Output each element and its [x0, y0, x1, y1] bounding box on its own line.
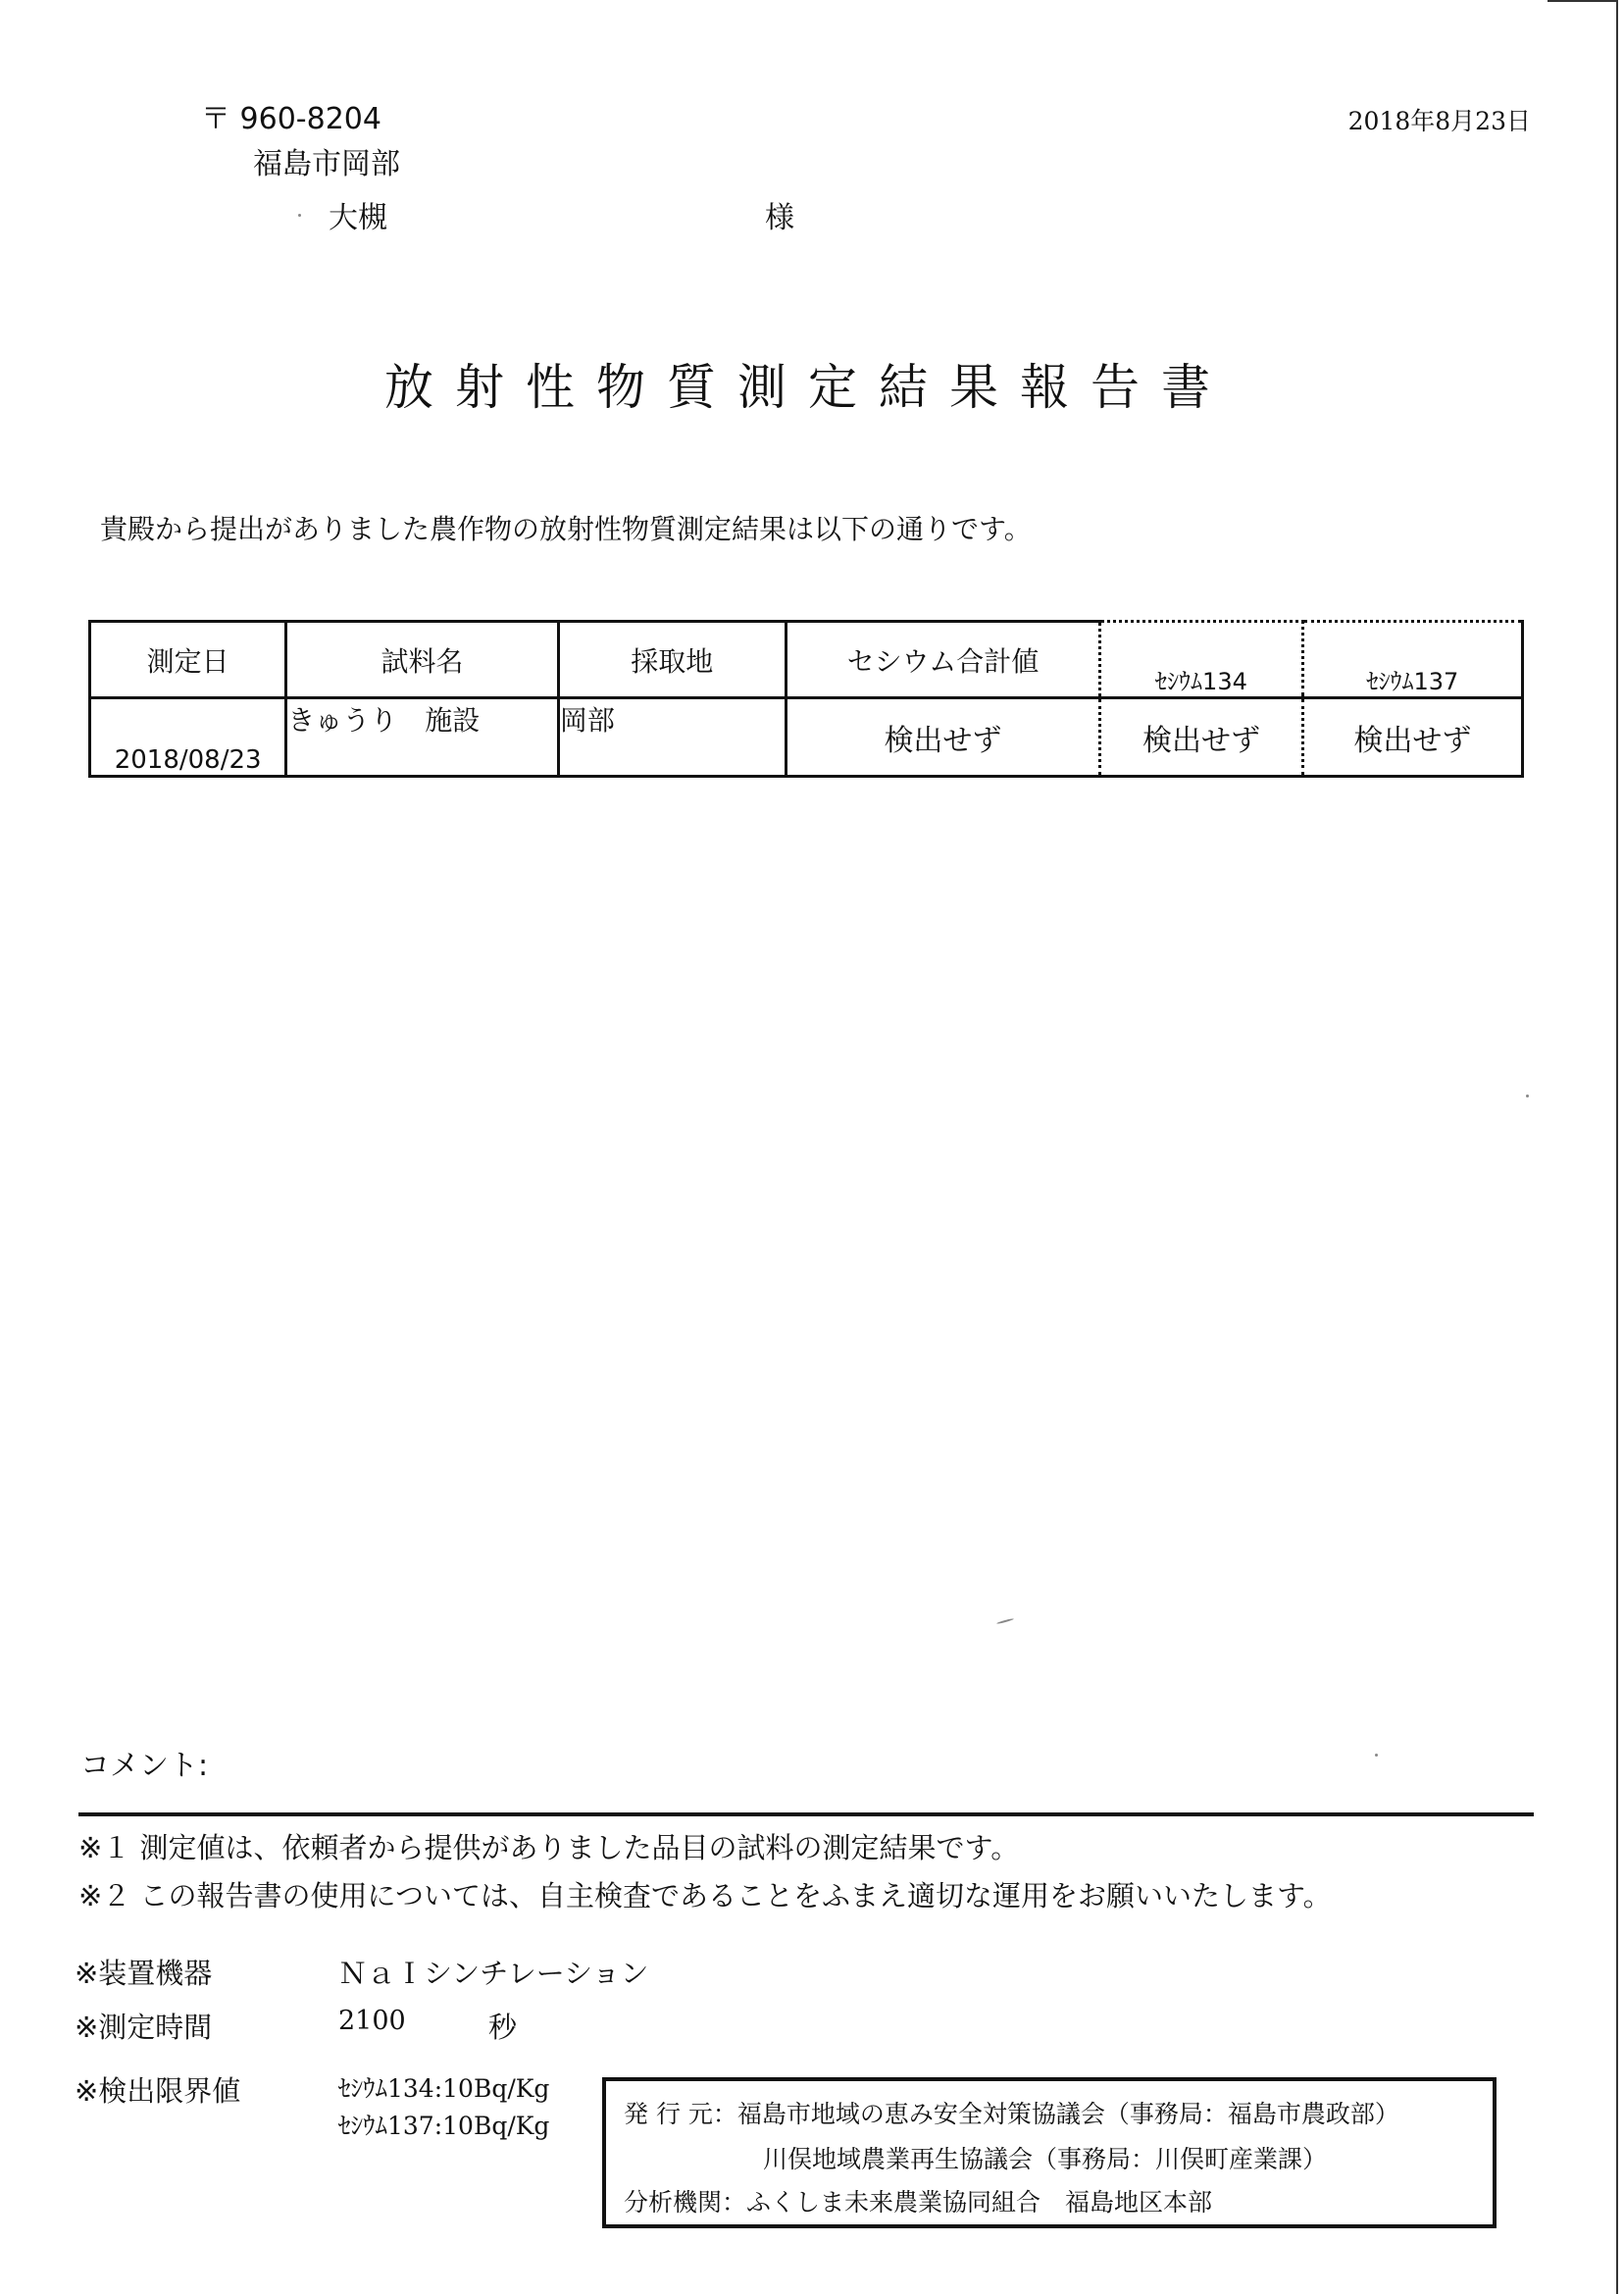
comment-divider: [78, 1812, 1534, 1816]
scan-speck: [1375, 1754, 1378, 1757]
page-edge-mark: [1548, 0, 1616, 2]
intro-text: 貴殿から提出がありました農作物の放射性物質測定結果は以下の通りです。: [100, 513, 1032, 545]
page-edge-line: [1616, 0, 1618, 2294]
header-cs134: ｾｼｳﾑ134: [1100, 622, 1303, 698]
device-value: ＮａＩシンチレーション: [338, 1957, 649, 1990]
measurement-time-unit: 秒: [488, 2011, 518, 2044]
device-label: ※装置機器: [75, 1957, 213, 1990]
detection-limit-cs137: ｾｼｳﾑ137:10Bq/Kg: [338, 2112, 550, 2140]
header-cs137: ｾｼｳﾑ137: [1302, 622, 1522, 698]
issuer-line-1: 発 行 元：福島市地域の恵み安全対策協議会（事務局：福島市農政部）: [624, 2100, 1399, 2128]
cell-cs134: 検出せず: [1100, 698, 1303, 777]
table-row: [90, 698, 1523, 777]
cell-cs137: 検出せず: [1302, 698, 1522, 777]
measurement-time-label: ※測定時間: [75, 2011, 213, 2044]
scan-speck: [996, 1618, 1014, 1625]
header-cesium-total: セシウム合計値: [786, 622, 1100, 698]
scan-speck: [298, 214, 301, 217]
note-2: ※２ この報告書の使用については、自主検査であることをふまえ適切な運用をお願いいたします。: [78, 1879, 1332, 1912]
cell-date: 2018/08/23: [90, 698, 286, 777]
recipient-name: 大槻: [329, 201, 387, 235]
table-header-row: [90, 622, 1523, 698]
header-location: 採取地: [558, 622, 786, 698]
recipient-address: 福島市岡部: [253, 147, 400, 181]
detection-limit-cs134: ｾｼｳﾑ134:10Bq/Kg: [338, 2074, 550, 2103]
report-date: 2018年8月23日: [1347, 107, 1531, 135]
postal-code: 〒 960-8204: [201, 102, 381, 136]
cell-cesium-total: 検出せず: [786, 698, 1100, 777]
recipient-honorific: 様: [765, 201, 794, 235]
cell-sample-name: きゅうり 施設: [286, 698, 559, 777]
issuer-line-3: 分析機関：ふくしま未来農業協同組合 福島地区本部: [624, 2188, 1213, 2217]
header-sample-name: 試料名: [286, 622, 559, 698]
measurement-time-value: 2100: [338, 2006, 406, 2036]
document-title: 放射性物質測定結果報告書: [384, 359, 1232, 416]
note-1: ※１ 測定値は、依頼者から提供がありました品目の試料の測定結果です。: [78, 1831, 1020, 1864]
results-table: [88, 620, 1524, 778]
issuer-box: [602, 2077, 1497, 2228]
issuer-line-2: 川俣地域農業再生協議会（事務局：川俣町産業課）: [763, 2145, 1328, 2173]
detection-limit-label: ※検出限界値: [75, 2074, 241, 2108]
header-date: 測定日: [90, 622, 286, 698]
comment-label: コメント:: [80, 1749, 209, 1783]
scan-speck: [1526, 1095, 1529, 1097]
cell-location: 岡部: [558, 698, 786, 777]
